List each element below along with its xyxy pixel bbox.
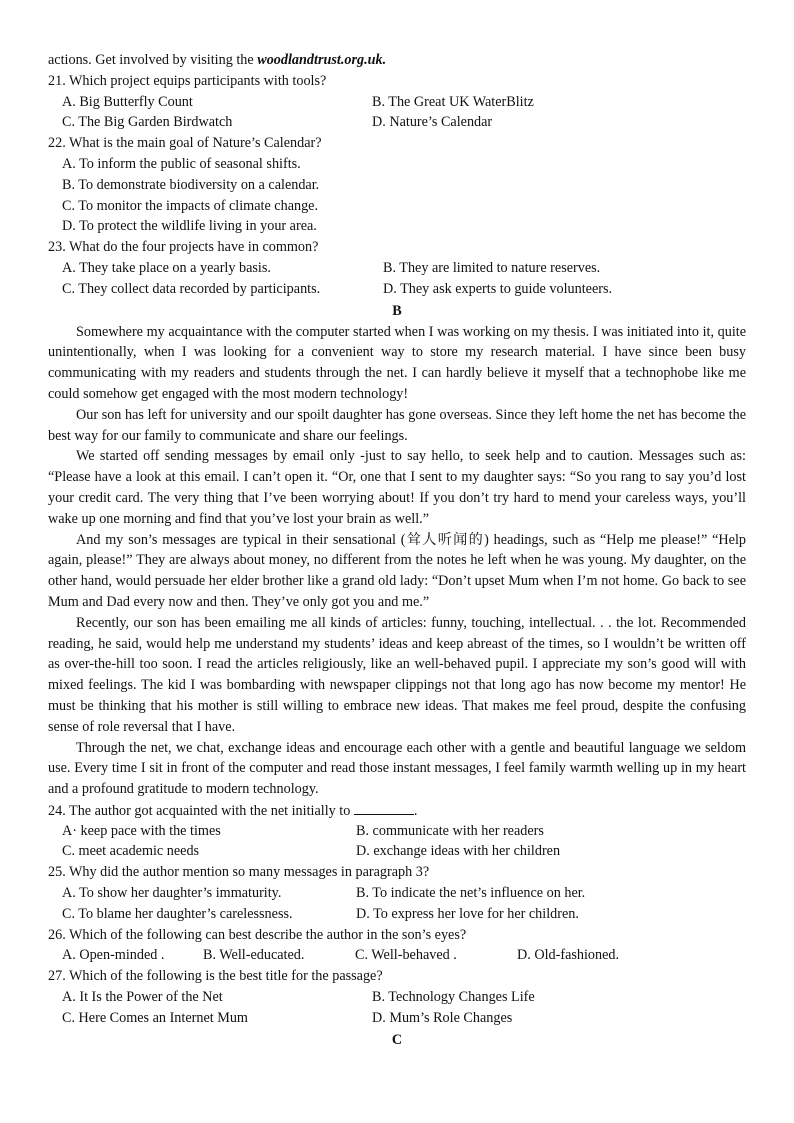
q26-option-a: A. Open-minded .	[62, 947, 165, 964]
passage-paragraph-5: Recently, our son has been emailing me all kinds of articles: funny, touching, intellectual. . . the lot. Recommended reading, he said, would help me understand my students’ ideas and keep abreast of the times, so I wouldn’t be written off as over-the-hill too soon. I read the articles religiously, like an well-behaved pupil. I appreciate my son’s good will with mixed feelings. The kid I was bombarding with newspaper clippings not that long ago has now become my mentor! He must be thinking that his mother is still willing to embrace new ideas. That makes me feel proud, despite the confusing sense of role reversal that I have.	[48, 614, 746, 735]
q27-options-row1	[48, 987, 746, 1008]
q25-option-b: B. To indicate the net’s influence on her.	[356, 885, 586, 902]
q27-option-b: B. Technology Changes Life	[372, 989, 535, 1006]
q23-option-a: A. They take place on a yearly basis.	[62, 259, 271, 276]
q23-option-d: D. They ask experts to guide volunteers.	[383, 280, 613, 297]
passage-paragraph-3: We started off sending messages by email only -just to say hello, to seek help and to caution. Messages such as: “Please have a look at this email. I can’t open it. “Or, one that I sent to my daughter says: “So you rang to say you’d lost your credit card. The very thing that I’ve been worrying about! If you don’t try hard to mend your careless ways, you’ll wake up one morning and find that you’ve lost your brain as well.”	[48, 448, 746, 527]
q23-options-row1	[48, 258, 746, 279]
passage-paragraph-2: Our son has left for university and our spoilt daughter has gone overseas. Since they left home the net has become the best way for our family to communicate and share our feelings.	[48, 406, 746, 444]
q25-options-row1	[48, 883, 746, 904]
q23-options-row2	[48, 279, 746, 300]
q24-options-row1	[48, 821, 746, 842]
question-21: 21. Which project equips participants with tools?	[48, 72, 327, 89]
q27-option-a: A. It Is the Power of the Net	[62, 989, 223, 1006]
q24-option-b: B. communicate with her readers	[356, 822, 544, 839]
question-26: 26. Which of the following can best describe the author in the son’s eyes?	[48, 926, 467, 943]
q26-option-c: C. Well-behaved .	[355, 947, 457, 964]
q21-option-b: B. The Great UK WaterBlitz	[372, 93, 534, 110]
section-c-heading: C	[391, 1031, 403, 1048]
intro-line	[48, 50, 746, 71]
answer-blank	[354, 800, 414, 815]
q24-options-row2	[48, 841, 746, 862]
question-24	[48, 800, 746, 821]
question-25: 25. Why did the author mention so many messages in paragraph 3?	[48, 864, 430, 881]
passage-paragraph-1: Somewhere my acquaintance with the computer started when I was working on my thesis. I was initiated into it, quite unintentionally, when I was looking for a convenient way to store my research material. I have since been busy communicating with my readers and students through the net. I can hardly believe it myself that a technophobe like me could somehow get engaged with the most modern technology!	[48, 323, 746, 402]
q24-stem: 24. The author got acquainted with the net initially to	[48, 802, 351, 819]
exam-page	[48, 50, 746, 1051]
q21-options-row1	[48, 92, 746, 113]
q21-option-a: A. Big Butterfly Count	[62, 93, 193, 110]
question-22: 22. What is the main goal of Nature’s Calendar?	[48, 135, 322, 152]
website-url: woodlandtrust.org.uk.	[257, 52, 387, 68]
passage-paragraph-4: And my son’s messages are typical in their sensational (耸人听闻的) headings, such as “Help me please!” “Help again, please!” They are always about money, no different from the notes he left when he was young. My daughter, on the other hand, would persuade her elder brother like a grand old lady: “Don’t upset Mum when I’m not home. Go back to see Mum and Dad every now and then. They’ve only got you and me.”	[48, 531, 746, 610]
q25-option-d: D. To express her love for her children.	[356, 905, 579, 922]
q24-option-a: A· keep pace with the times	[62, 822, 221, 839]
q22-option-c: C. To monitor the impacts of climate change.	[62, 197, 319, 214]
q22-option-a: A. To inform the public of seasonal shifts.	[62, 155, 301, 172]
q25-option-c: C. To blame her daughter’s carelessness.	[62, 905, 293, 922]
q24-option-c: C. meet academic needs	[62, 843, 200, 860]
question-27: 27. Which of the following is the best title for the passage?	[48, 968, 383, 985]
q22-option-b: B. To demonstrate biodiversity on a calendar.	[62, 176, 320, 193]
q21-options-row2	[48, 112, 746, 133]
q25-option-a: A. To show her daughter’s immaturity.	[62, 885, 282, 902]
q26-option-d: D. Old-fashioned.	[517, 947, 620, 964]
section-b-heading: B	[392, 302, 402, 319]
q24-stem-end: .	[413, 802, 418, 819]
q27-option-c: C. Here Comes an Internet Mum	[62, 1009, 248, 1026]
q22-option-d: D. To protect the wildlife living in your area.	[62, 218, 317, 235]
q26-options-row	[48, 945, 746, 966]
q26-option-b: B. Well-educated.	[203, 947, 305, 964]
passage-paragraph-6: Through the net, we chat, exchange ideas and encourage each other with a gentle and beautiful language we seldom use. Every time I sit in front of the computer and read those instant messages, I feel family warmth welling up in my heart and a profound gratitude to modern technology.	[48, 739, 746, 798]
intro-text: actions. Get involved by visiting the	[48, 52, 258, 68]
q27-option-d: D. Mum’s Role Changes	[372, 1009, 513, 1026]
question-23: 23. What do the four projects have in common?	[48, 239, 319, 256]
q21-option-d: D. Nature’s Calendar	[372, 114, 493, 131]
q27-options-row2	[48, 1008, 746, 1029]
q21-option-c: C. The Big Garden Birdwatch	[62, 114, 233, 131]
q25-options-row2	[48, 904, 746, 925]
q23-option-c: C. They collect data recorded by participants.	[62, 280, 321, 297]
q24-option-d: D. exchange ideas with her children	[356, 843, 561, 860]
q23-option-b: B. They are limited to nature reserves.	[383, 259, 601, 276]
